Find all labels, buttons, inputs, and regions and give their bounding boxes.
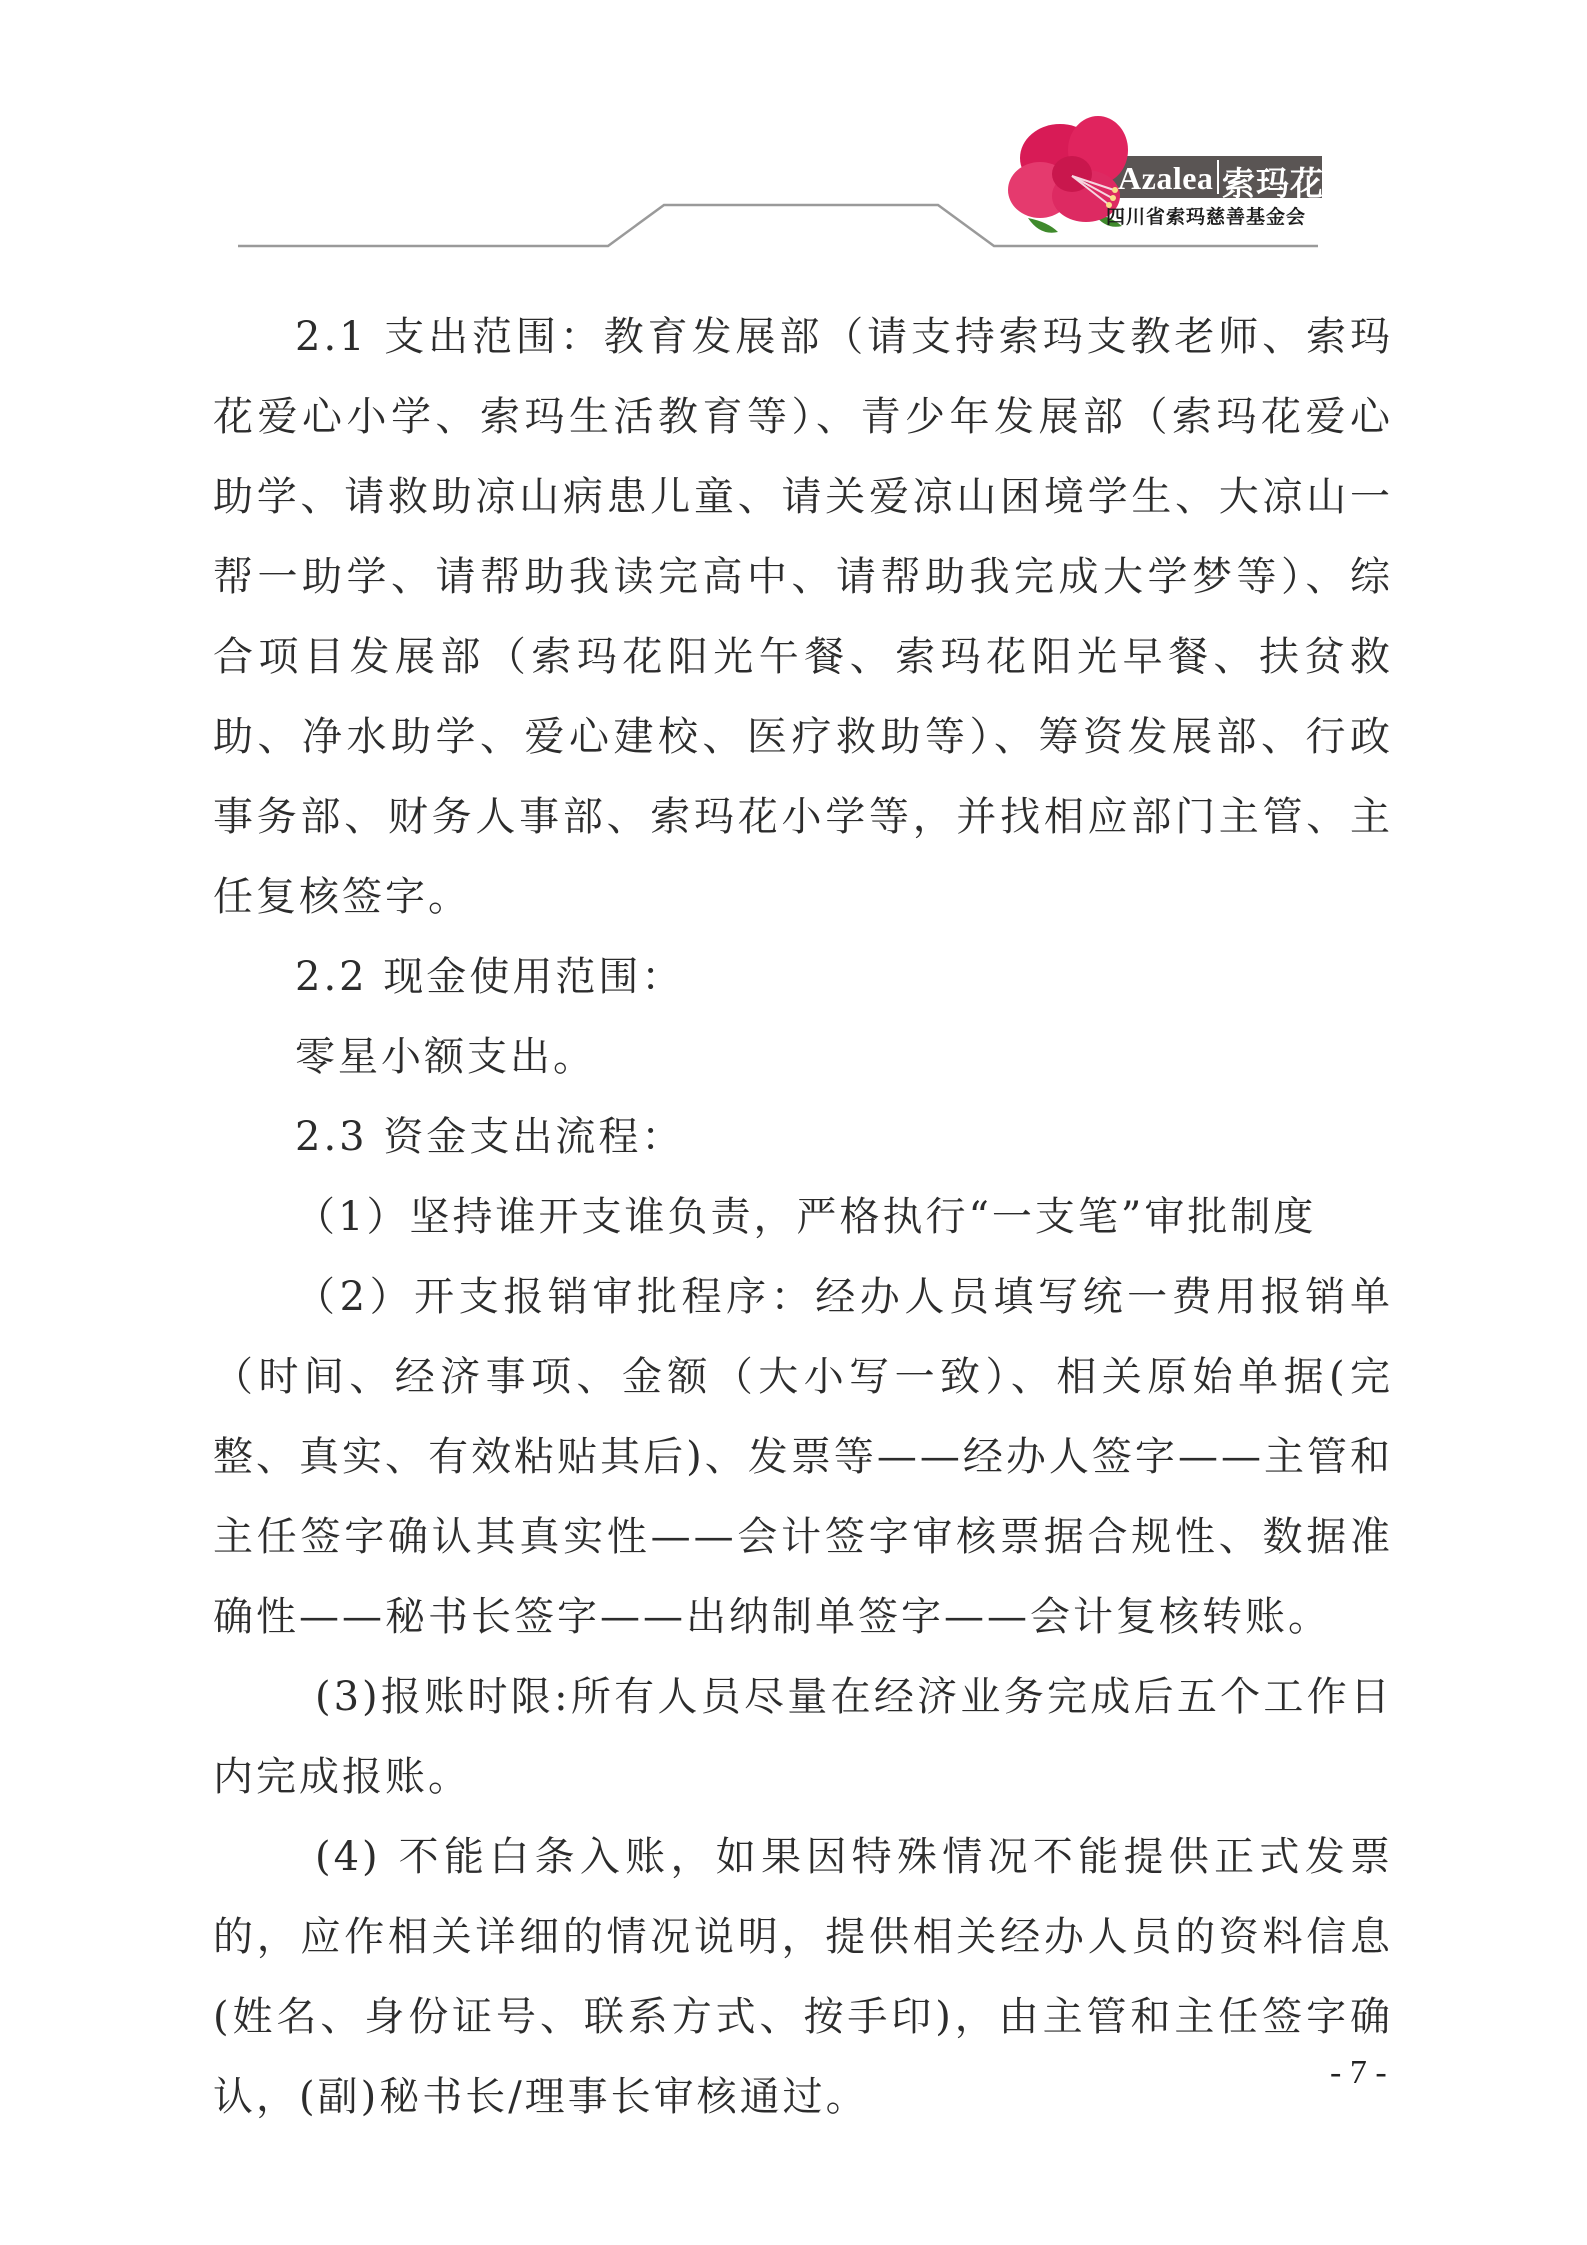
paragraph-2-2-cash-scope: 2.2 现金使用范围： <box>295 954 685 1000</box>
paragraph-petty-expense: 零星小额支出。 <box>295 1034 596 1080</box>
paragraph-item-1: （1）坚持谁开支谁负责，严格执行“一支笔”审批制度 <box>295 1194 1317 1240</box>
page-header <box>0 0 1587 260</box>
logo-text-chinese: 索玛花 <box>1222 164 1324 203</box>
logo-text-english: Azalea <box>1118 160 1214 196</box>
paragraph-2-3-expense-process: 2.3 资金支出流程： <box>295 1114 685 1160</box>
paragraph-2-1-expense-scope: 2.1 支出范围：教育发展部（请支持索玛支教老师、索玛花爱心小学、索玛生活教育等）、青少年发展部（索玛花爱心助学、请救助凉山病患儿童、请关爱凉山困境学生、大凉山一帮一助学、请帮助我读完高中、请帮助我完成大学梦等）、综合项目发展部（索玛花阳光午餐、索玛花阳光早餐、扶贫救助、净水助学、爱心建校、医疗救助等）、筹资发展部、行政事务部、财务人事部、索玛花小学等，并找相应部门主管、主任复核签字。 <box>213 314 1393 920</box>
logo-subtitle: 四川省索玛慈善基金会 <box>1105 206 1306 228</box>
header-decoration <box>0 0 1587 260</box>
paragraph-item-3: (3)报账时限:所有人员尽量在经济业务完成后五个工作日内完成报账。 <box>213 1674 1393 1800</box>
page-number: - 7 - <box>1330 2054 1387 2091</box>
paragraph-item-2: （2）开支报销审批程序：经办人员填写统一费用报销单（时间、经济事项、金额（大小写一致）、相关原始单据(完整、真实、有效粘贴其后)、发票等——经办人签字——主管和主任签字确认其真实性——会计签字审核票据合规性、数据准确性——秘书长签字——出纳制单签字——会计复核转账。 <box>213 1274 1393 1640</box>
document-body <box>213 297 1393 2137</box>
paragraph-item-4: (4) 不能白条入账，如果因特殊情况不能提供正式发票的，应作相关详细的情况说明，提供相关经办人员的资料信息(姓名、身份证号、联系方式、按手印)，由主管和主任签字确认，(副)秘书长/理事长审核通过。 <box>213 1834 1393 2120</box>
